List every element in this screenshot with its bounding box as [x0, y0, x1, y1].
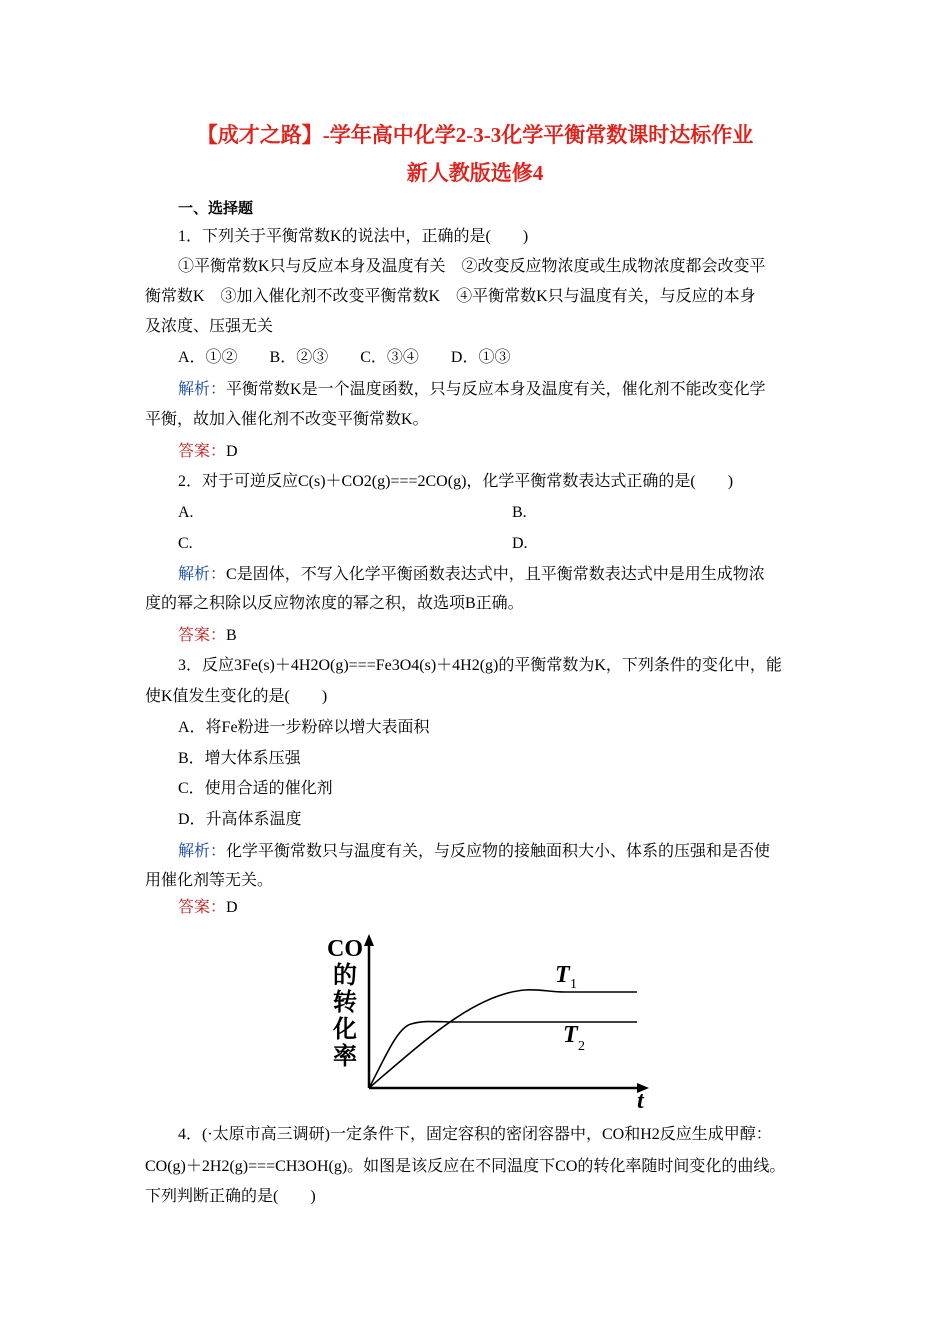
q2-option-b: B. — [512, 504, 527, 521]
document-title-line-1: 【成才之路】-学年高中化学2-3-3化学平衡常数课时达标作业 — [196, 123, 754, 147]
q3-answer-label: 答案： — [178, 897, 227, 916]
q3-stem-line-1: 3．反应3Fe(s)＋4H2O(g)===Fe3O4(s)＋4H2(g)的平衡常数为K，下列条件的变化中，能 — [178, 657, 782, 674]
q2-answer: 答案：B — [178, 625, 237, 644]
q2-analysis-line-2: 度的幂之积除以反应物浓度的幂之积，故选项B正确。 — [145, 595, 524, 612]
y-label-char-2: 的 — [333, 963, 357, 989]
y-label-co: CO — [327, 936, 363, 962]
document-title-line-2: 新人教版选修4 — [406, 161, 544, 185]
q1-answer-label: 答案： — [178, 441, 227, 460]
q3-option-b: B．增大体系压强 — [178, 750, 301, 767]
q2-option-d: D. — [512, 535, 528, 552]
q1-statement-line-3: 及浓度、压强无关 — [145, 318, 274, 335]
q2-analysis-line-1: 解析：C是固体，不写入化学平衡函数表达式中，且平衡常数表达式中是用生成物浓 — [178, 564, 765, 583]
q4-stem-line-3: 下列判断正确的是( ) — [145, 1188, 316, 1205]
q1-options: A．①② B．②③ C．③④ D．①③ — [178, 349, 511, 366]
q3-answer: 答案：D — [178, 897, 238, 916]
q2-analysis-label: 解析： — [178, 564, 227, 583]
q3-option-c: C．使用合适的催化剂 — [178, 780, 333, 797]
q1-statement-line-2: 衡常数K ③加入催化剂不改变平衡常数K ④平衡常数K只与温度有关，与反应的本身 — [145, 288, 756, 305]
q3-analysis-label: 解析： — [178, 841, 227, 860]
q1-answer: 答案：D — [178, 441, 238, 460]
section-heading: 一、选择题 — [178, 199, 254, 217]
y-axis-arrow — [364, 934, 374, 946]
q3-analysis-line-1: 解析：化学平衡常数只与温度有关，与反应物的接触面积大小、体系的压强和是否使 — [178, 841, 771, 860]
x-label-t: t — [637, 1088, 644, 1110]
label-t2: T — [563, 1022, 578, 1048]
q4-stem-line-2: CO(g)＋2H2(g)===CH3OH(g)。如图是该反应在不同温度下CO的转化率随时间变化的曲线。 — [145, 1158, 786, 1175]
q4-stem-line-1: 4．(·太原市高三调研)一定条件下，固定容积的密闭容器中，CO和H2反应生成甲醇： — [178, 1126, 772, 1143]
q3-analysis-line-2: 用催化剂等无关。 — [145, 872, 274, 889]
label-t1: T — [555, 962, 570, 988]
y-label-char-3: 转 — [333, 990, 357, 1016]
q2-option-c: C. — [178, 535, 193, 552]
q2-stem: 2．对于可逆反应C(s)＋CO2(g)===2CO(g)，化学平衡常数表达式正确的是( ) — [178, 473, 734, 490]
q1-analysis-line-1: 解析：平衡常数K是一个温度函数，只与反应本身及温度有关，催化剂不能改变化学 — [178, 379, 766, 398]
curve-t1 — [369, 990, 637, 1088]
q1-analysis-line-2: 平衡，故加入催化剂不改变平衡常数K。 — [145, 411, 429, 428]
q1-analysis-label: 解析： — [178, 379, 227, 398]
label-t2-subscript: 2 — [578, 1039, 585, 1054]
q2-answer-label: 答案： — [178, 625, 227, 644]
q2-option-a: A. — [178, 504, 194, 521]
co-conversion-figure — [325, 928, 655, 1110]
q3-stem-line-2: 使K值发生变化的是( ) — [145, 688, 328, 705]
q3-option-d: D．升高体系温度 — [178, 811, 302, 828]
y-label-char-4: 化 — [333, 1017, 357, 1043]
q3-option-a: A．将Fe粉进一步粉碎以增大表面积 — [178, 719, 430, 736]
label-t1-subscript: 1 — [570, 977, 577, 992]
q1-stem: 1．下列关于平衡常数K的说法中，正确的是( ) — [178, 228, 529, 245]
q1-statement-line-1: ①平衡常数K只与反应本身及温度有关 ②改变反应物浓度或生成物浓度都会改变平 — [178, 258, 766, 275]
y-label-char-5: 率 — [333, 1044, 357, 1070]
